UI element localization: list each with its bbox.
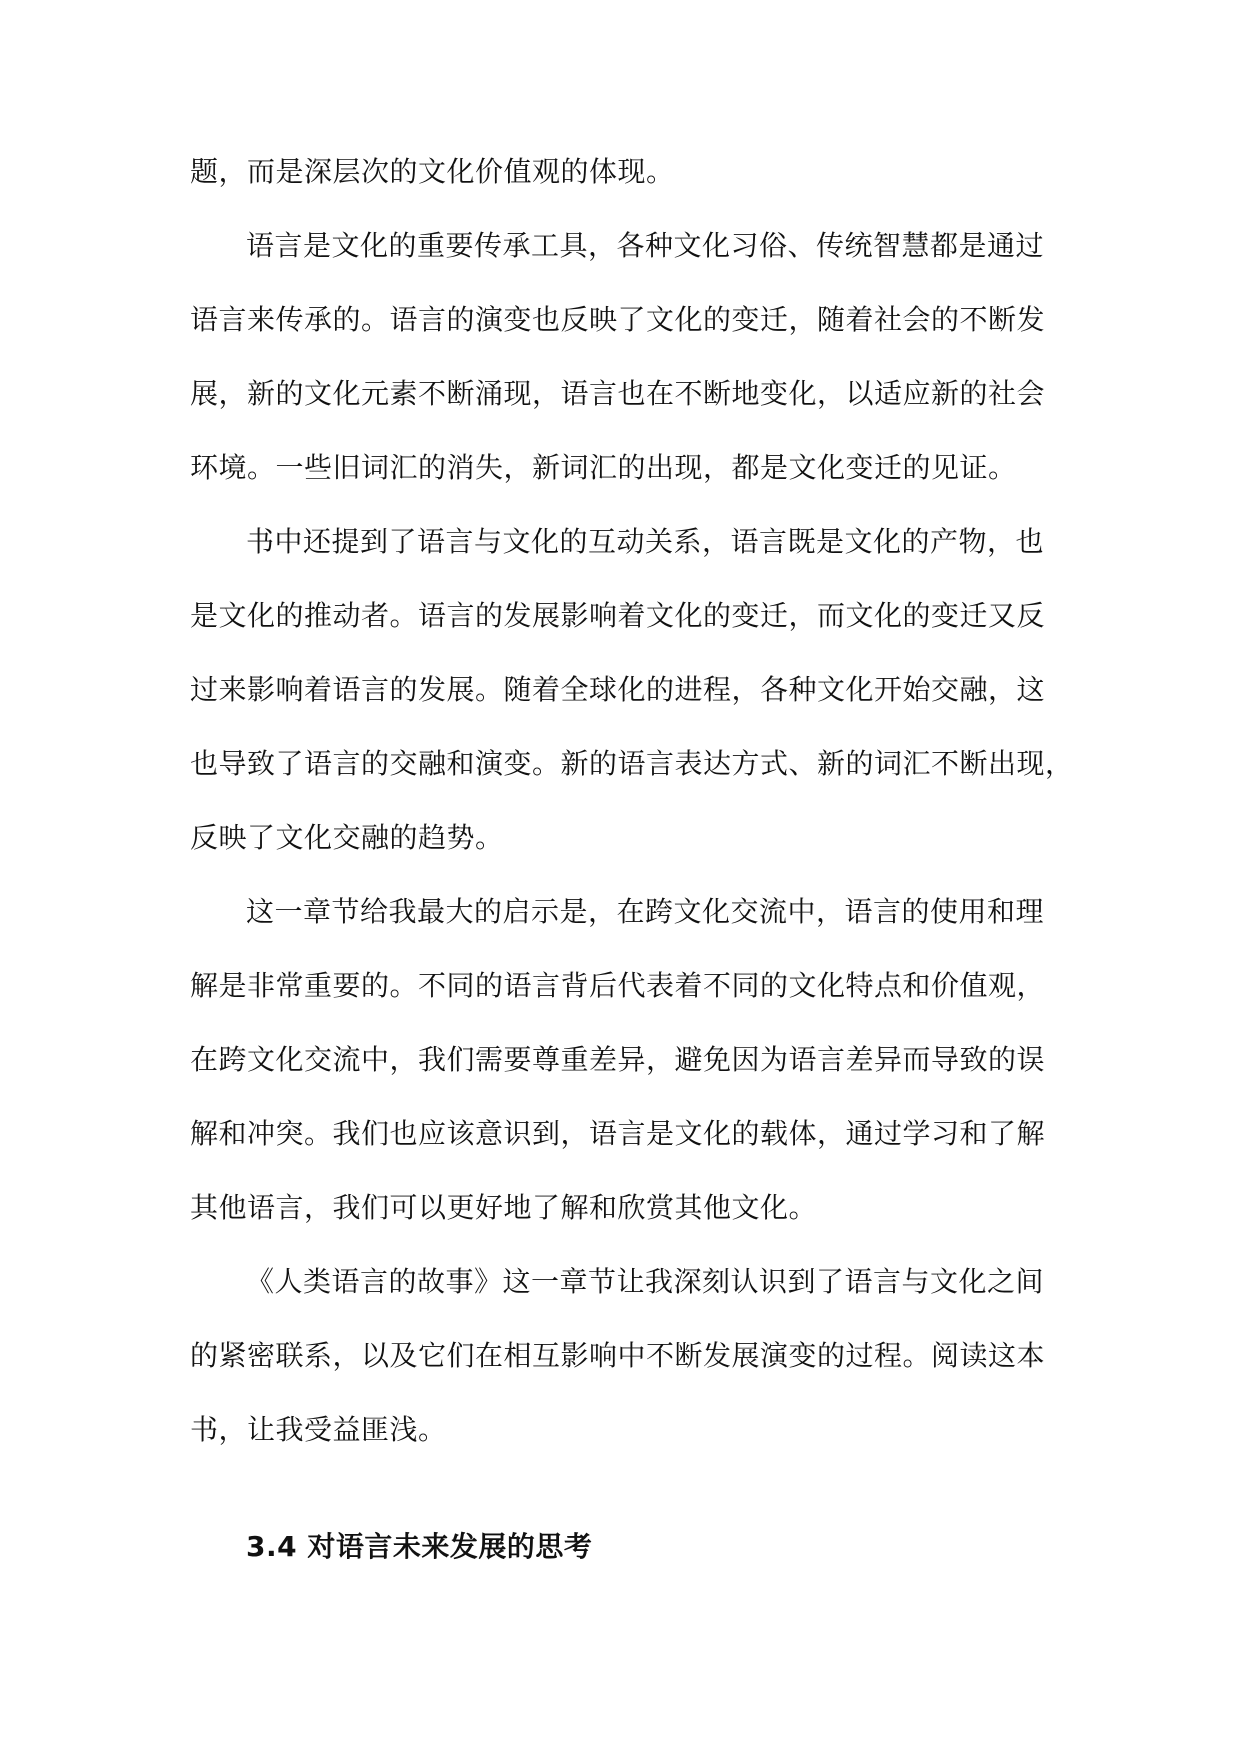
text-line: 在跨文化交流中，我们需要尊重差异，避免因为语言差异而导致的误 bbox=[190, 1043, 1046, 1076]
text-line: 题，而是深层次的文化价值观的体现。 bbox=[190, 155, 675, 188]
text-line: 《人类语言的故事》这一章节让我深刻认识到了语言与文化之间 bbox=[246, 1265, 1045, 1298]
text-line: 过来影响着语言的发展。随着全球化的进程，各种文化开始交融，这 bbox=[190, 673, 1046, 706]
text-line: 展，新的文化元素不断涌现，语言也在不断地变化，以适应新的社会 bbox=[190, 377, 1046, 410]
text-line: 这一章节给我最大的启示是，在跨文化交流中，语言的使用和理 bbox=[246, 895, 1045, 928]
text-line: 书中还提到了语言与文化的互动关系，语言既是文化的产物，也 bbox=[246, 525, 1045, 558]
text-line: 语言是文化的重要传承工具，各种文化习俗、传统智慧都是通过 bbox=[246, 229, 1045, 262]
text-line: 的紧密联系，以及它们在相互影响中不断发展演变的过程。阅读这本 bbox=[190, 1339, 1046, 1372]
text-line: 解是非常重要的。不同的语言背后代表着不同的文化特点和价值观， bbox=[190, 969, 1046, 1002]
text-line: 其他语言，我们可以更好地了解和欣赏其他文化。 bbox=[190, 1191, 818, 1224]
text-line: 环境。一些旧词汇的消失，新词汇的出现，都是文化变迁的见证。 bbox=[190, 451, 1017, 484]
section-heading: 3.4 对语言未来发展的思考 bbox=[246, 1530, 593, 1563]
text-line: 也导致了语言的交融和演变。新的语言表达方式、新的词汇不断出现， bbox=[190, 747, 1074, 780]
document-body bbox=[190, 135, 1074, 1577]
text-line: 是文化的推动者。语言的发展影响着文化的变迁，而文化的变迁又反 bbox=[190, 599, 1046, 632]
text-line: 语言来传承的。语言的演变也反映了文化的变迁，随着社会的不断发 bbox=[190, 303, 1046, 336]
text-line: 解和冲突。我们也应该意识到，语言是文化的载体，通过学习和了解 bbox=[190, 1117, 1046, 1150]
text-line: 反映了文化交融的趋势。 bbox=[190, 821, 504, 854]
text-line: 书，让我受益匪浅。 bbox=[190, 1413, 447, 1446]
